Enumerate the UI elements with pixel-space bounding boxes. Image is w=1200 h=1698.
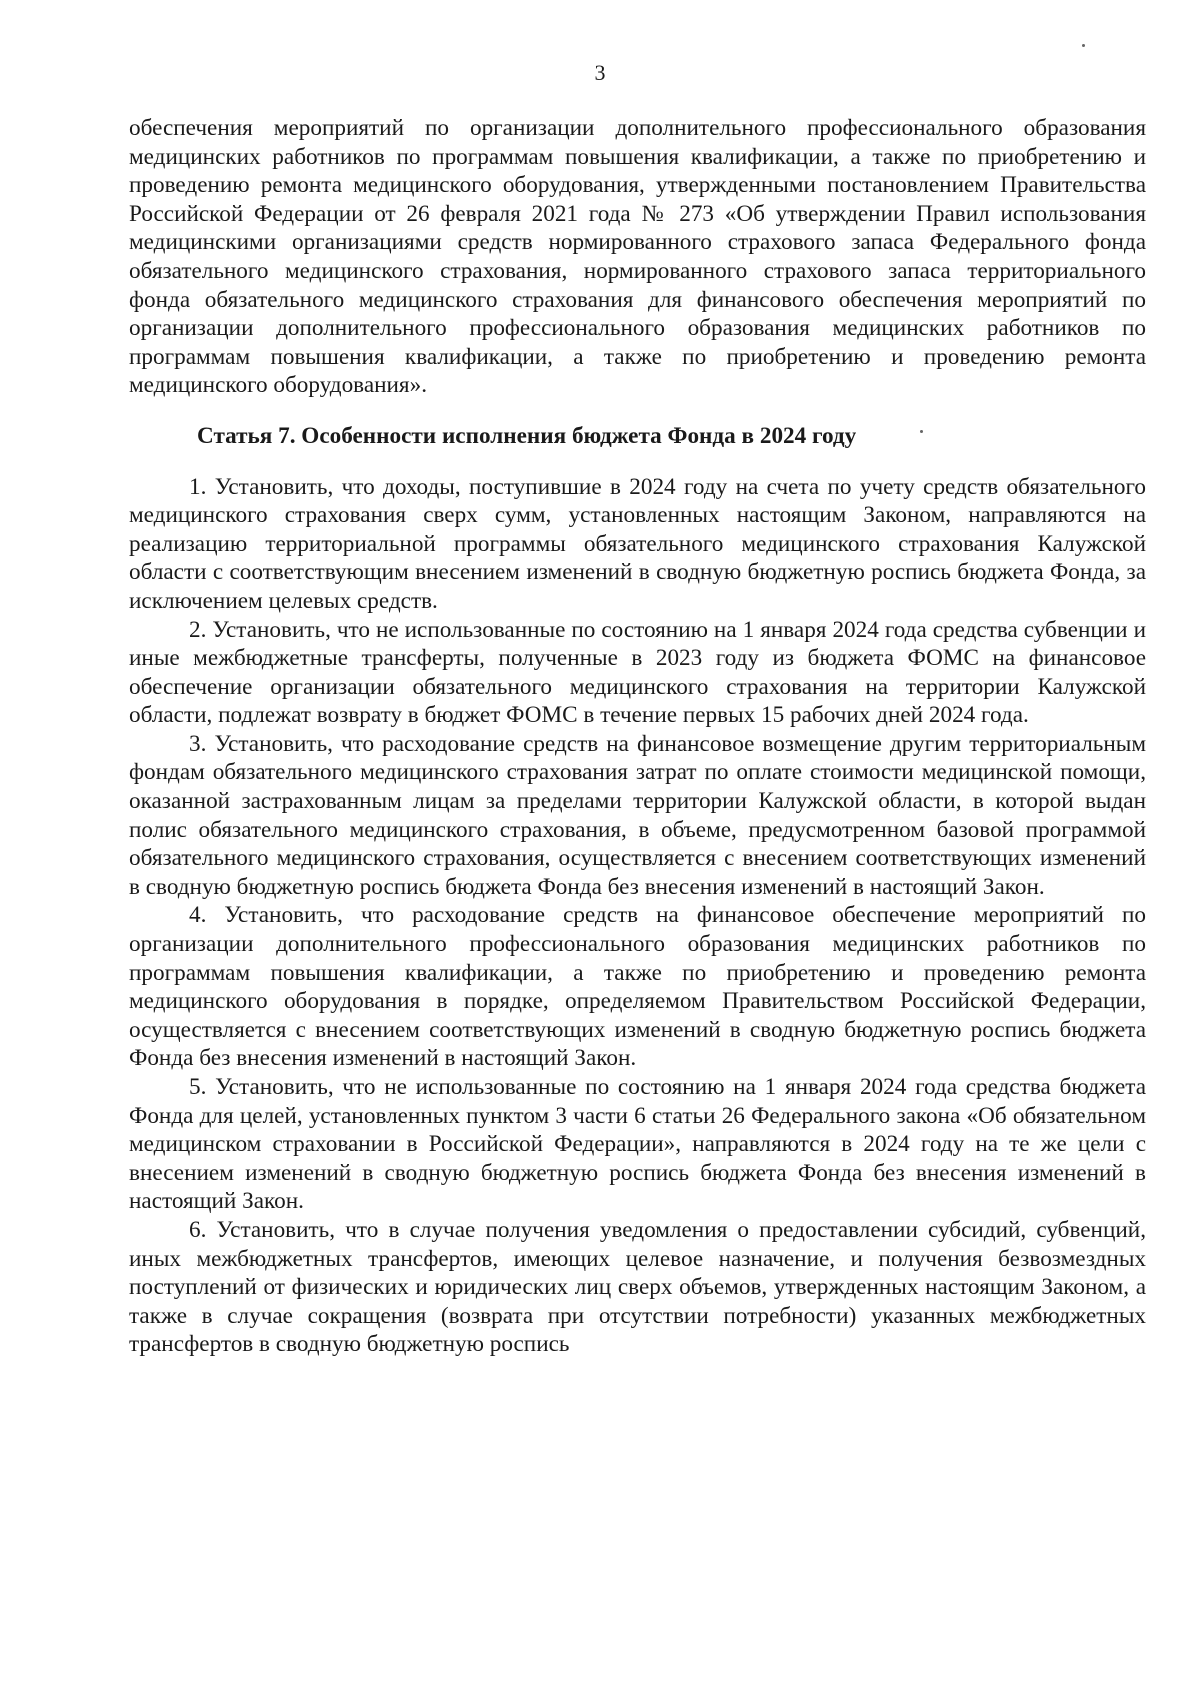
scan-speck bbox=[1082, 44, 1085, 47]
document-body bbox=[129, 114, 1146, 1359]
paragraph-5: 5. Установить, что не использованные по состоянию на 1 января 2024 года средства бюджета Фонда для целей, установленных пунктом 3 части 6 статьи 26 Федерального закона «Об обязательном медицинском страховании в Российской Федерации», направляются в 2024 году на те же цели с внесением изменений в сводную бюджетную роспись бюджета Фонда без внесения изменений в настоящий Закон. bbox=[129, 1074, 1146, 1215]
paragraph-4: 4. Установить, что расходование средств на финансовое обеспечение мероприятий по организации дополнительного профессионального образования медицинских работников по программам повышения квалификации, а также по приобретению и проведению ремонта медицинского оборудования в порядке, определяемом Правительством Российской Федерации, осуществляется с внесением соответствующих изменений в сводную бюджетную роспись бюджета Фонда без внесения изменений в настоящий Закон. bbox=[129, 902, 1146, 1072]
paragraph-2: 2. Установить, что не использованные по состоянию на 1 января 2024 года средства субвенции и иные межбюджетные трансферты, полученные в 2023 году из бюджета ФОМС на финансовое обеспечение организации обязательного медицинского страхования на территории Калужской области, подлежат возврату в бюджет ФОМС в течение первых 15 рабочих дней 2024 года. bbox=[129, 616, 1146, 729]
page-number: 3 bbox=[594, 60, 606, 85]
article-title: Статья 7. Особенности исполнения бюджета Фонда в 2024 году bbox=[197, 422, 857, 449]
paragraph-3: 3. Установить, что расходование средств на финансовое возмещение другим территориальным фондам обязательного медицинского страхования затрат по оплате стоимости медицинской помощи, оказанной застрахованным лицам за пределами территории Калужской области, в которой выдан полис обязательного медицинского страхования, в объеме, предусмотренном базовой программой обязательного медицинского страхования, осуществляется с внесением соответствующих изменений в сводную бюджетную роспись бюджета Фонда без внесения изменений в настоящий Закон. bbox=[129, 730, 1146, 900]
paragraph-6: 6. Установить, что в случае получения уведомления о предоставлении субсидий, субвенций, иных межбюджетных трансфертов, имеющих целевое назначение, и получения безвозмездных поступлений от физических и юридических лиц сверх объемов, утвержденных настоящим Законом, а также в случае сокращения (возврата при отсутствии потребности) указанных межбюджетных трансфертов в сводную бюджетную роспись bbox=[129, 1216, 1146, 1358]
paragraph-1: 1. Установить, что доходы, поступившие в 2024 году на счета по учету средств обязательного медицинского страхования сверх сумм, установленных настоящим Законом, направляются на реализацию территориальной программы обязательного медицинского страхования Калужской области с соответствующим внесением изменений в сводную бюджетную роспись бюджета Фонда, за исключением целевых средств. bbox=[129, 473, 1146, 614]
scan-speck bbox=[920, 430, 923, 433]
continuation-paragraph: обеспечения мероприятий по организации дополнительного профессионального образования медицинских работников по программам повышения квалификации, а также по приобретению и проведению ремонта медицинского оборудования, утвержденными постановлением Правительства Российской Федерации от 26 февраля 2021 года № 273 «Об утверждении Правил использования медицинскими организациями средств нормированного страхового запаса Федерального фонда обязательного медицинского страхования, нормированного страхового запаса территориального фонда обязательного медицинского страхования для финансового обеспечения мероприятий по организации дополнительного профессионального образования медицинских работников по программам повышения квалификации, а также по приобретению и проведению ремонта медицинского оборудования». bbox=[129, 115, 1146, 399]
